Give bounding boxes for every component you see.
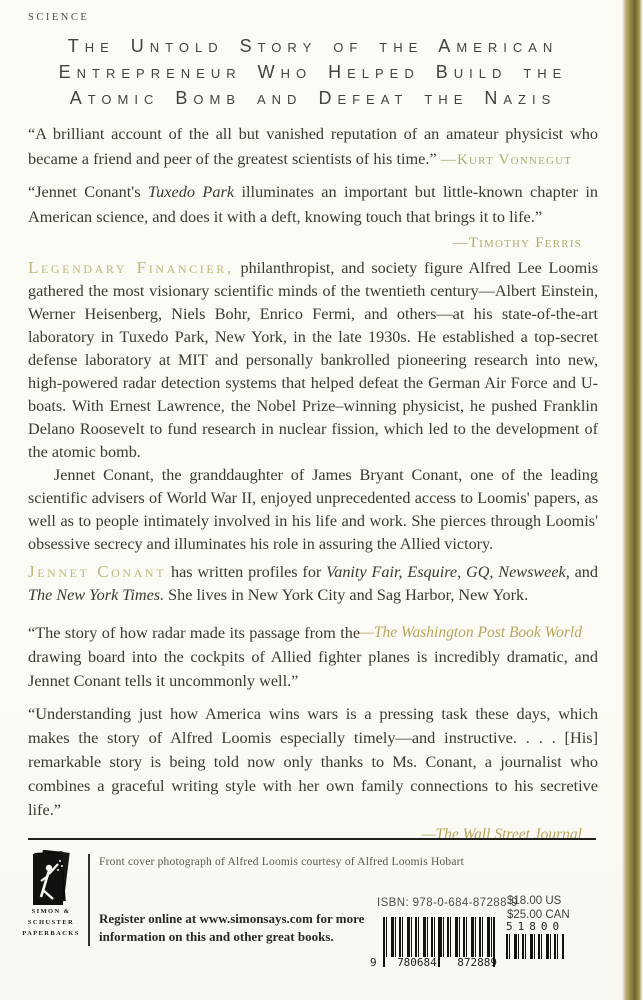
headline-line-1: The Untold Story of the American <box>67 36 559 56</box>
publisher-line-3: PAPERBACKS <box>22 930 80 937</box>
register-online-note: Register online at www.simonsays.com for more information on this and other great books. <box>99 911 365 944</box>
synopsis-paragraph-1 <box>28 256 598 464</box>
price-us: $18.00 US <box>507 895 562 907</box>
publisher-line-1: SIMON & <box>31 908 71 915</box>
quote-vonnegut <box>28 121 598 173</box>
category-label: SCIENCE <box>28 12 90 23</box>
quote-ferris-text: “Jennet Conant's Tuxedo Park illuminates an important but little-known chapter in American science, and does it with a deft, knowing touch that brings it to life.” <box>28 182 599 226</box>
barcode-digit-leading: 9 <box>370 956 377 969</box>
author-name-caps: Jennet Conant <box>28 562 167 581</box>
photo-credit: Front cover photograph of Alfred Loomis courtesy of Alfred Loomis Hobart <box>99 856 465 868</box>
synopsis-lead-caps: Legendary Financier, <box>28 258 234 277</box>
publisher-line-2: SCHUSTER <box>27 919 75 926</box>
synopsis-paragraph-1-text: philanthropist, and society figure Alfred Lee Loomis gathered the most visionary scientific minds of the twentieth century—Albert Einstein, Werner Heisenberg, Niels Bohr, Enrico Fermi, and others—at his state-of-the-art laboratory in Tuxedo Park, New York, in the late 1930s. He established a top-secret defense laboratory at MIT and personally bankrolled pioneering research into new, high-powered radar detection systems that helped defeat the German Air Force and U-boats. With Ernest Lawrence, the Nobel Prize–winning physicist, he pushed Franklin Delano Roosevelt to fund research in nuclear fission, which led to the development of the atomic bomb. <box>28 259 598 461</box>
headline-line-2: Entrepreneur Who Helped Build the <box>58 62 568 82</box>
quote-vonnegut-attribution: —Kurt Vonnegut <box>440 152 573 168</box>
quote-ferris <box>28 179 598 256</box>
footer-vertical-divider <box>88 854 90 946</box>
price-code-digits: 51800 <box>506 920 565 933</box>
quote-ferris-attribution: —Timothy Ferris <box>452 235 582 251</box>
quote-washington-post-attribution: —The Washington Post Book World <box>360 624 582 641</box>
tagline-headline <box>28 33 598 111</box>
quote-wall-street-journal-attribution: —The Wall Street Journal <box>421 826 582 843</box>
synopsis-paragraph-2: Jennet Conant, the granddaughter of James Bryant Conant, one of the leading scientific advisers of World War II, enjoyed unprecedented access to Loomis' papers, as well as to people intimately involved in his life and work. She pierces through Loomis' obsessive secrecy and illuminates his role in assuring the Allied victory. <box>28 466 598 553</box>
publisher-name <box>16 906 86 939</box>
synopsis <box>28 256 598 556</box>
author-bio-text: has written profiles for Vanity Fair, Esquire, GQ, Newsweek, and The New York Times. She lives in New York City and Sag Harbor, New York. <box>28 563 598 604</box>
quote-vonnegut-text: “A brilliant account of the all but vanished reputation of an amateur physicist who became a friend and peer of the greatest scientists of his time.” <box>28 124 598 168</box>
quote-wsj-attribution-line <box>28 822 598 847</box>
quote-wall-street-journal-text: “Understanding just how America wins wars is a pressing task these days, which makes the story of Alfred Loomis especially timely—and instructive. . . . [His] remarkable story is being told now only thanks to Ms. Conant, a journalist who combines a graceful writing style with her own family connections to his secretive life.” <box>28 704 598 819</box>
barcode-digits-group-1: 780684 <box>397 956 437 969</box>
book-edge-strip <box>622 0 643 1000</box>
barcode-digits-group-2: 872889 <box>457 956 497 969</box>
quote-ferris-attribution-line <box>28 229 598 256</box>
quote-wall-street-journal <box>28 702 598 847</box>
price-canada: $25.00 CAN <box>507 909 570 921</box>
quote-washington-post <box>28 621 598 693</box>
quote-washington-post-text: “The story of how radar made its passage from the drawing board into the cockpits of Allied fighter planes is incredibly dramatic, and Jennet Conant tells it uncommonly well.” <box>28 623 598 690</box>
simon-schuster-sower-logo-icon <box>27 850 77 911</box>
author-bio <box>28 560 598 607</box>
headline-line-3: Atomic Bomb and Defeat the Nazis <box>69 88 557 108</box>
barcode-digits <box>370 956 497 969</box>
supplemental-barcode <box>506 934 564 959</box>
footer-divider-rule <box>28 838 596 840</box>
isbn-number: ISBN: 978-0-684-87288-9 <box>377 897 518 909</box>
price-block <box>507 894 570 922</box>
